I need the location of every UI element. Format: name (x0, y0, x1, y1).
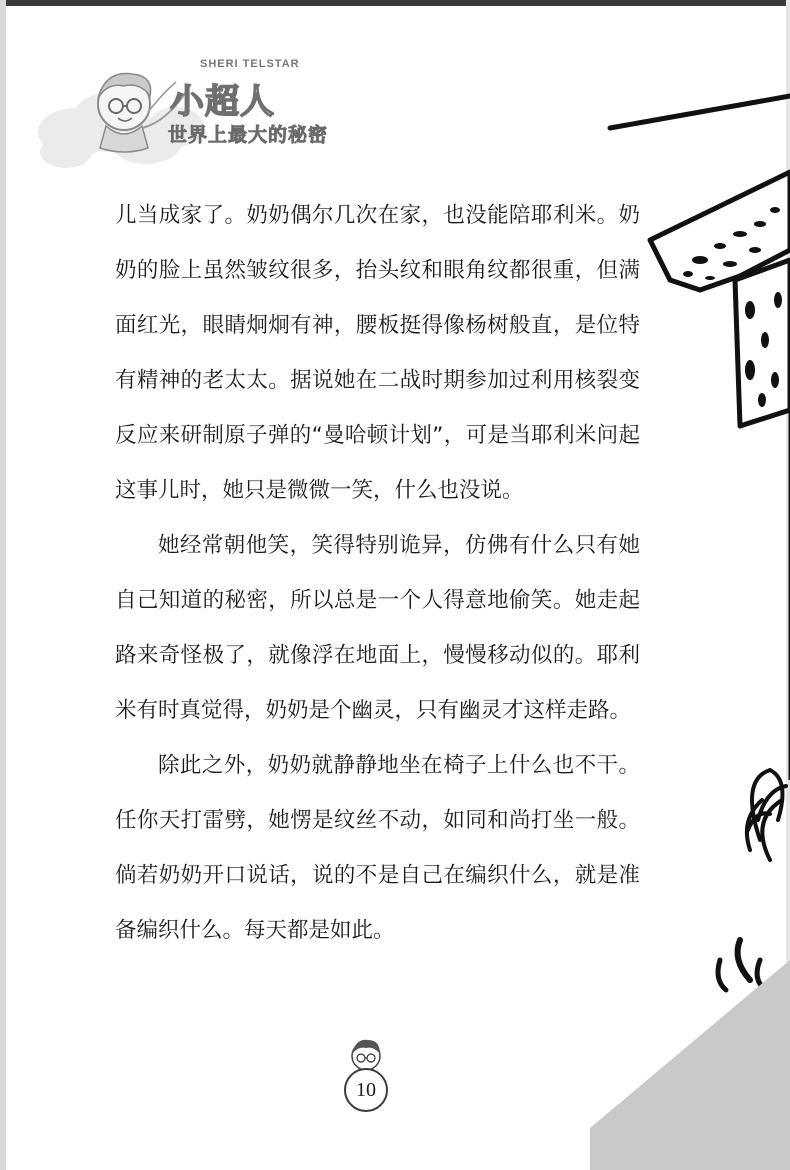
paragraph-2: 她经常朝他笑，笑得特别诡异，仿佛有什么只有她自己知道的秘密，所以总是一个人得意地偷笑。她走起路来奇怪极了，就像浮在地面上，慢慢移动似的。耶利米有时真觉得，奶奶是个幽灵，只有幽灵才这样走路。 (115, 533, 640, 723)
top-border (0, 0, 790, 6)
series-name: 小超人 (170, 83, 275, 121)
body-text (115, 188, 640, 958)
page-number-badge (340, 1032, 392, 1112)
paragraph-3: 除此之外，奶奶就静静地坐在椅子上什么也不干。任你天打雷劈，她愣是纹丝不动，如同和尚打坐一般。倘若奶奶开口说话，说的不是自己在编织什么，就是准备编织什么。每天都是如此。 (115, 753, 640, 943)
series-english-name: SHERI TELSTAR (200, 58, 300, 70)
page-number: 10 (344, 1068, 388, 1112)
boy-face-icon (340, 1032, 392, 1072)
book-title: 世界上最大的秘密 (168, 125, 329, 146)
left-border (0, 0, 6, 1170)
paragraph-1: 儿当成家了。奶奶偶尔几次在家，也没能陪耶利米。奶奶的脸上虽然皱纹很多，抬头纹和眼角纹都很重，但满面红光，眼睛炯炯有神，腰板挺得像杨树般直，是位特有精神的老太太。据说她在二战时期参加过利用核裂变反应来研制原子弹的“曼哈顿计划”，可是当耶利米问起这事儿时，她只是微微一笑，什么也没说。 (115, 203, 640, 503)
